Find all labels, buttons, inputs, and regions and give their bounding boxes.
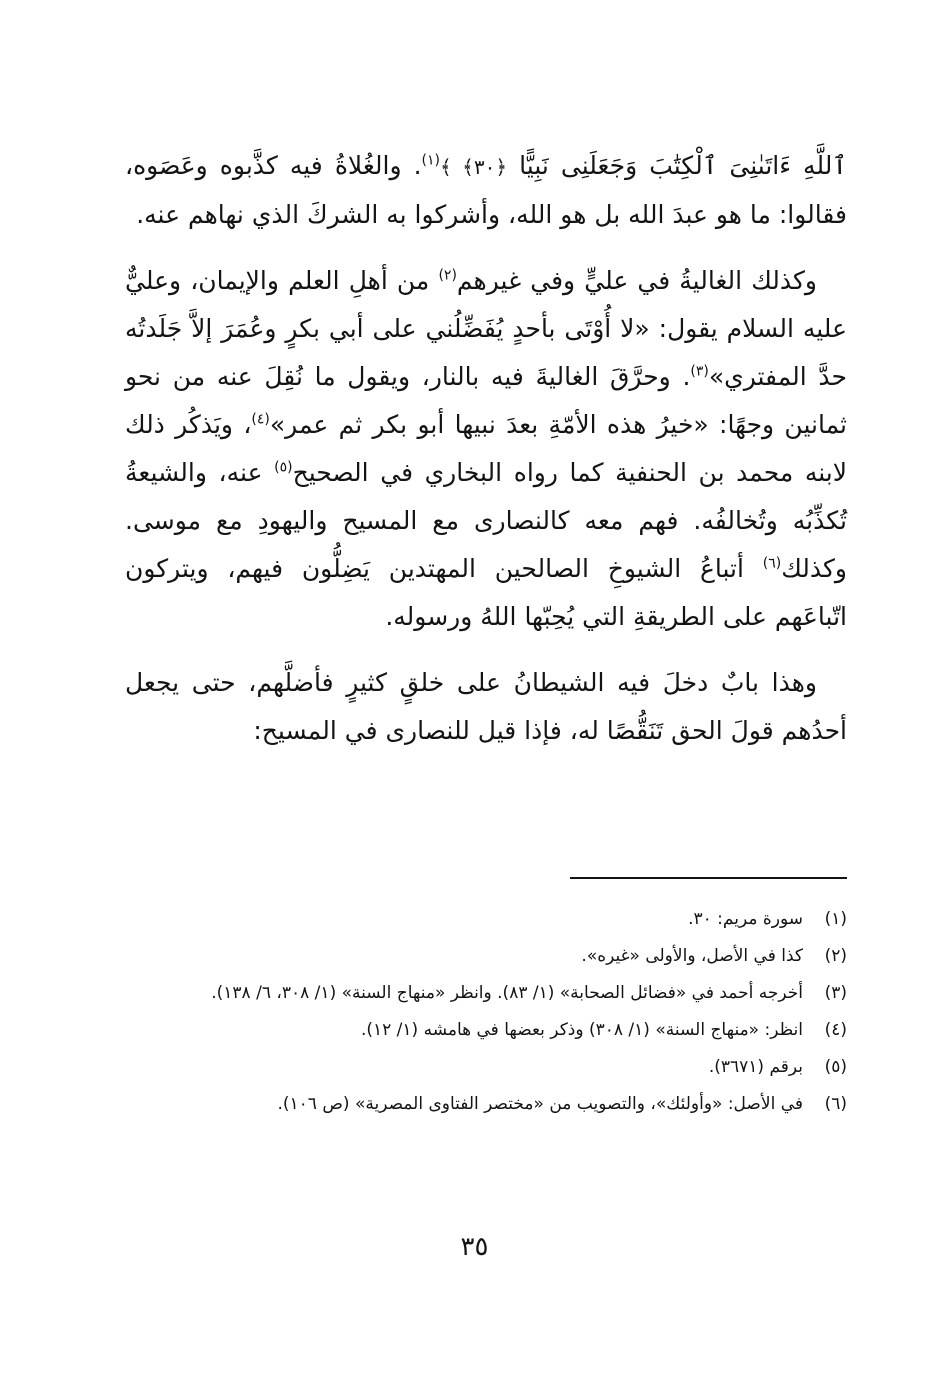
quran-verse: ٱللَّهِ ءَاتَىٰنِىَ ٱلْكِتَٰبَ وَجَعَلَنِى نَبِيًّا <box>519 151 847 180</box>
footnotes <box>125 902 847 1124</box>
footnote-ref-4: (٤) <box>251 411 270 428</box>
paragraph-3: وهذا بابٌ دخلَ فيه الشيطانُ على خلقٍ كثيرٍ فأضلَّهم، حتى يجعل أحدُهم قولَ الحق تَنَقُّصًا له، فإذا قيل للنصارى في المسيح: <box>125 668 847 745</box>
footnote-text: كذا في الأصل، والأولى «غيره». <box>581 946 803 966</box>
footnote-number: (٣) <box>824 983 847 1003</box>
footnote-ref-6: (٦) <box>762 555 782 572</box>
footnote-ref-2: (٢) <box>438 267 457 284</box>
footnote-item <box>125 1013 847 1047</box>
footnote-item <box>125 939 847 973</box>
ayah-end-mark: ﴿٣٠﴾ ﴾ <box>440 155 508 179</box>
footnote-ref-3: (٣) <box>690 363 709 380</box>
page-number: ٣٥ <box>460 1232 489 1262</box>
footnote-number: (١) <box>824 909 847 929</box>
paragraph-2: وكذلك الغاليةُ في عليٍّ وفي غيرهم$^{(٢)}$ من أهلِ العلم والإيمان، وعليٌّ عليه السلام يقول: «لا أُوْتَى بأحدٍ يُفَضِّلُني على أبي بكرٍ وعُمَرَ إلاَّ جَلَدتُه حدَّ المفتري»$^{(٣)}$. وحرَّقَ الغاليةَ فيه بالنار، ويقول ما نُقِلَ عنه من نحو ثمانين وجهًا: «خيرُ هذه الأمّةِ بعدَ نبيها أبو بكر ثم عمر»$^{(٤)}$، ويَذكُر ذلك لابنه محمد بن الحنفية كما رواه البخاري في الصحيح$^{(٥)}$ عنه، والشيعةُ تُكذِّبُه وتُخالفُه. فهم معه كالنصارى مع المسيح واليهودِ مع موسى. وكذلك$^{(٦)}$ أتباعُ الشيوخِ الصالحين المهتدين يَضِلُّون فيهم، ويتركون اتّباعَهم على الطريقةِ التي يُحِبّها اللهُ ورسوله. <box>125 266 847 631</box>
main-text <box>125 142 847 755</box>
footnote-text: في الأصل: «وأولئك»، والتصويب من «مختصر الفتاوى المصرية» (ص ١٠٦). <box>277 1094 803 1114</box>
paragraph-1-text: . والغُلاةُ فيه كذَّبوه وعَصَوه، فقالوا: ما هو عبدَ الله بل هو الله، وأشركوا به الشركَ الذي نهاهم عنه. <box>125 151 847 229</box>
footnote-number: (٥) <box>824 1057 847 1077</box>
paragraph-1 <box>125 142 847 239</box>
footnote-number: (٦) <box>824 1094 847 1114</box>
footnote-text: سورة مريم: ٣٠. <box>688 909 803 929</box>
footnote-number: (٢) <box>824 946 847 966</box>
footnote-item <box>125 1050 847 1084</box>
footnote-text: انظر: «منهاج السنة» (١/ ٣٠٨) وذكر بعضها في هامشه (١/ ١٢). <box>360 1020 803 1040</box>
footnote-separator <box>570 877 847 879</box>
footnote-text: أخرجه أحمد في «فضائل الصحابة» (١/ ٨٣). وانظر «منهاج السنة» (١/ ٣٠٨، ٦/ ١٣٨). <box>211 983 803 1003</box>
footnote-text: برقم (٣٦٧١). <box>708 1057 803 1077</box>
footnote-ref-1: (١) <box>421 152 440 169</box>
footnote-number: (٤) <box>824 1020 847 1040</box>
footnote-item <box>125 902 847 936</box>
footnote-item <box>125 976 847 1010</box>
footnote-ref-5: (٥) <box>274 459 293 476</box>
footnote-item <box>125 1087 847 1121</box>
